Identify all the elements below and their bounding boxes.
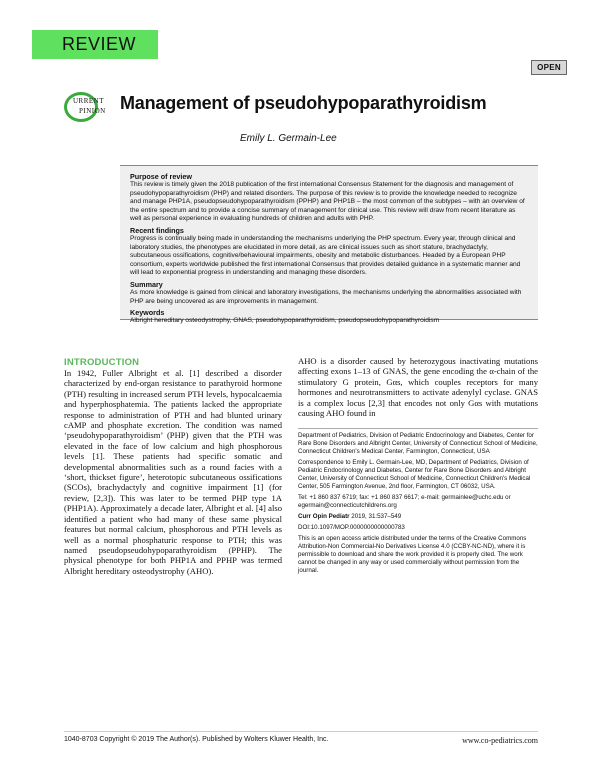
citation-journal: Curr Opin Pediatr xyxy=(298,513,350,520)
summary-text: As more knowledge is gained from clinical and laboratory investigations, the mechanisms underlying the abnormalities associated with PHP are being uncovered as are improvements in management. xyxy=(130,288,522,305)
review-banner xyxy=(32,30,158,59)
purpose-text: This review is timely given the 2018 publication of the first international Consensus Statement for the diagnosis and management of pseudohypoparathyroidism (PHP) and related disorders. The purpose of this review is to provide the knowledge needed to recognize and manage PHP1A, pseudopseudohypoparathyroidism (PPHP) and PHP1B – the most common of the subtypes – with an overview of the entire spectrum and to provide a concise summary of management for clinical use. This review will draw from recent literature as well as personal experience in evaluating hundreds of children and adults with PHP. xyxy=(130,181,525,223)
article-author: Emily L. Germain-Lee xyxy=(240,133,337,144)
open-access-badge: OPEN xyxy=(531,60,567,75)
keywords-text: Albright hereditary osteodystrophy, GNAS, pseudohypoparathyroidism, pseudopseudohypoparathyroidism xyxy=(130,317,440,325)
citation-volume: 2019, 31:537–549 xyxy=(349,513,402,520)
article-title: Management of pseudohypoparathyroidism xyxy=(120,93,487,113)
footer-divider xyxy=(64,731,538,732)
correspondence: Correspondence to Emily L. Germain-Lee, MD, Department of Pediatrics, Division of Pediatric Endocrinology and Diabetes, Center for Rare Bone Disorders and Albright Center, University of Connecticut School of Medicine, Connecticut Children's Medical Center, 505 Farmington Avenue, 2nd floor, Farmington, CT 06032, USA. xyxy=(298,459,531,490)
citation xyxy=(298,513,538,521)
abstract-box xyxy=(120,165,538,325)
current-opinion-logo xyxy=(64,90,110,124)
summary-heading: Summary xyxy=(130,279,163,289)
contact-info: Tel: +1 860 837 6719; fax: +1 860 837 6617; e-mail: germainlee@uchc.edu or egermain@connecticutchildrens.org xyxy=(298,494,511,509)
logo-line1: URRENT xyxy=(73,97,104,105)
findings-text: Progress is continually being made in understanding the mechanisms underlying the PHP spectrum. Every year, through clinical and laboratory studies, the phenotypes are elucidated in more detail, as are clinical issues such as short stature, brachydactyly, subcutaneous ossifications, cognitive/behavioural impairments, obesity and metabolic disturbances. Headed by a European PHP consortium, experts worldwide published the first international Consensus that provides detailed guidance in a systematic manner and will lead to exponential progress in understanding and managing these disorders. xyxy=(130,234,521,277)
affiliation-dept: Department of Pediatrics, Division of Pediatric Endocrinology and Diabetes, Center for Rare Bone Disorders and Albright Center, University of Connecticut School of Medicine, Connecticut Children's Medical Center, Farmington, Connecticut, USA xyxy=(298,432,538,455)
introduction-paragraph: In 1942, Fuller Albright et al. [1] described a disorder characterized by end-organ resistance to parathyroid hormone (PTH) resulting in increased serum PTH levels, hypocalcaemia and hyperphosphatemia. The patients lacked the appropriate response to administration of PTH and had blunted urinary cAMP and phosphate excretion. The condition was named ‘pseudohypoparathyroidism’ (PHP) given that the PTH was elevated in the face of low calcium and high phosphorous levels [1]. These patients had specific somatic and developmental abnormalities such as a round facies with a ‘short, thickset figure’, heterotopic subcutaneous ossifications (SCOs), brachydactyly and cognitive impairment [1] (for review, [2,3]). This was later to be termed PHP type 1A (PHP1A). Approximately a decade later, Albright et al. [4] also identified a patient who had many of these same physical features but normal calcium, phosphorous and PTH levels as well as a normal phosphaturic response to PTH; this was named pseudopseudohypoparathyroidism (PPHP). The physical phenotype for both PHP1A and PPHP was termed Albright hereditary osteodystrophy (AHO). xyxy=(64,368,282,576)
license-text: This is an open access article distributed under the terms of the Creative Commons Attribution-Non Commercial-No Derivatives License 4.0 (CCBY-NC-ND), where it is permissible to download and share the work provided it is properly cited. The work cannot be changed in any way or used commercially without permission from the journal. xyxy=(298,535,527,574)
findings-heading: Recent findings xyxy=(130,225,184,235)
logo-line2: PINION xyxy=(79,107,106,115)
affiliation-box xyxy=(298,428,538,578)
right-column-paragraph: AHO is a disorder caused by heterozygous inactivating mutations affecting exons 1–13 of GNAS, the gene encoding the α-chain of the stimulatory G protein, Gαs, which couples receptors for many hormones and neurotransmitters to activate adenylyl cyclase. GNAS is a complex locus [2,3] that encodes not only Gαs with mutations causing AHO found in xyxy=(298,356,538,419)
introduction-heading: INTRODUCTION xyxy=(64,357,140,368)
purpose-heading: Purpose of review xyxy=(130,172,192,181)
journal-url[interactable]: www.co-pediatrics.com xyxy=(462,736,538,745)
doi: DOI:10.1097/MOP.0000000000000783 xyxy=(298,524,405,531)
keywords-heading: Keywords xyxy=(130,308,165,318)
copyright-footer: 1040-8703 Copyright © 2019 The Author(s). Published by Wolters Kluwer Health, Inc. xyxy=(64,736,329,743)
review-label: REVIEW xyxy=(62,34,137,54)
